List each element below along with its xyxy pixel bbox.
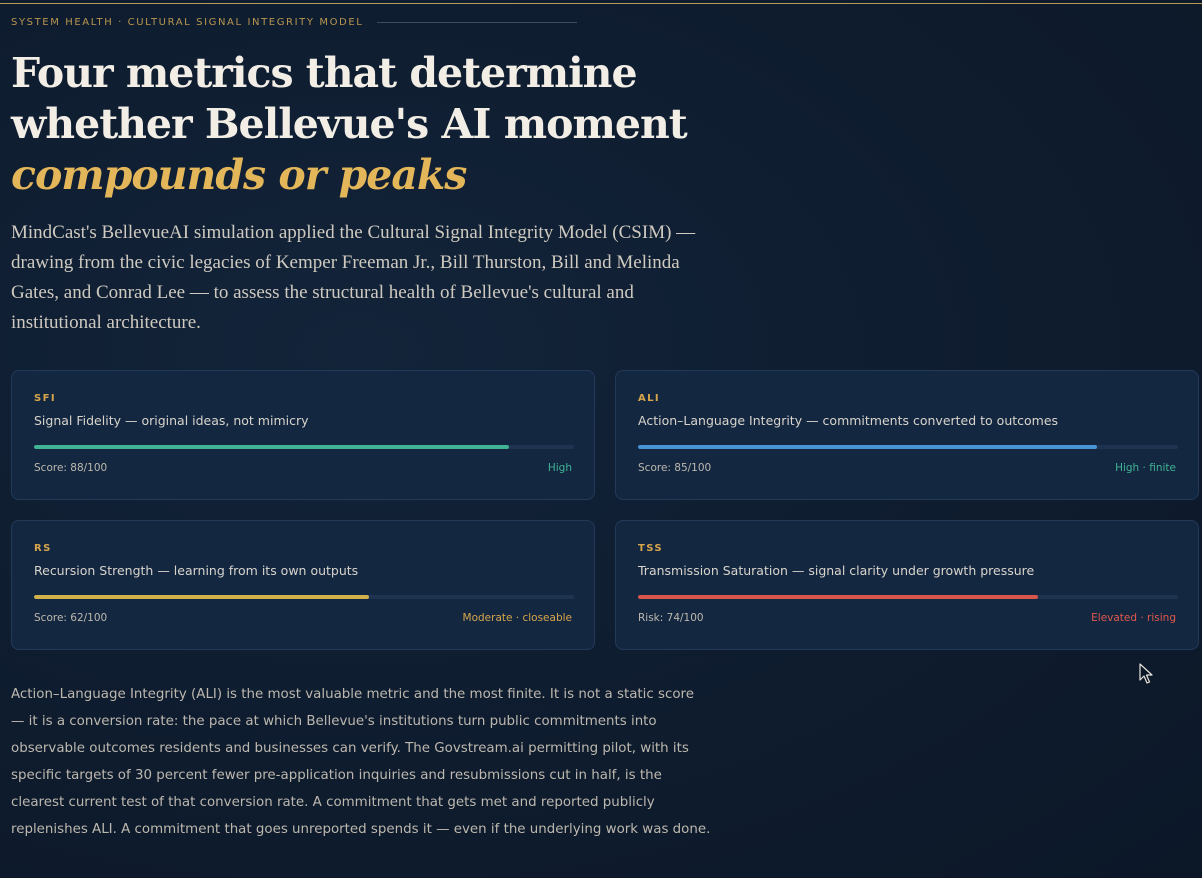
- metric-bar-fill: [34, 445, 509, 449]
- mouse-pointer-icon: [1139, 663, 1153, 685]
- metric-code: SFI: [34, 393, 56, 404]
- metric-score: Risk: 74/100: [638, 612, 704, 624]
- lede-paragraph: MindCast's BellevueAI simulation applied the Cultural Signal Integrity Model (CSIM) — drawing from the civic legacies of Kemper Freeman Jr., Bill Thurston, Bill and Melinda Gates, and Conrad Lee — to assess the structural health of Bellevue's cultural and institutional architecture.: [11, 222, 696, 333]
- metric-card-sfi: [11, 370, 595, 500]
- metric-bar-track: [638, 595, 1178, 599]
- headline-line-2: whether Bellevue's AI moment: [11, 100, 687, 148]
- eyebrow-label: SYSTEM HEALTH · CULTURAL SIGNAL INTEGRITY MODEL: [11, 17, 364, 28]
- metric-description: Transmission Saturation — signal clarity under growth pressure: [638, 563, 1035, 578]
- metric-description: Signal Fidelity — original ideas, not mimicry: [34, 413, 309, 428]
- metric-bar-track: [638, 445, 1178, 449]
- metric-description: Action–Language Integrity — commitments converted to outcomes: [638, 413, 1059, 428]
- metric-card-rs: [11, 520, 595, 650]
- metric-meta: [34, 462, 572, 474]
- metric-code: ALI: [638, 393, 661, 404]
- metric-description: Recursion Strength — learning from its own outputs: [34, 563, 359, 578]
- body-paragraph: Action–Language Integrity (ALI) is the most valuable metric and the most finite. It is not a static score — it is a conversion rate: the pace at which Bellevue's institutions turn public commitments into observable outcomes residents and businesses can verify. The Govstream.ai permitting pilot, with its specific targets of 30 percent fewer pre-application inquiries and resubmissions cut in half, is the clearest current test of that conversion rate. A commitment that gets met and reported publicly replenishes ALI. A commitment that goes unreported spends it — even if the underlying work was done.: [11, 687, 711, 837]
- page-headline: [11, 48, 711, 201]
- metric-bar-fill: [638, 445, 1097, 449]
- metric-meta: [638, 462, 1176, 474]
- metric-code: TSS: [638, 543, 663, 554]
- metric-meta: [34, 612, 572, 624]
- metric-card-ali: [615, 370, 1199, 500]
- metric-bar-track: [34, 445, 574, 449]
- metric-score: Score: 62/100: [34, 612, 108, 624]
- top-rule: [0, 3, 1202, 4]
- metric-score: Score: 85/100: [638, 462, 712, 474]
- metric-bar-track: [34, 595, 574, 599]
- metric-bar-fill: [638, 595, 1038, 599]
- metric-status: High: [547, 462, 572, 474]
- headline-accent: compounds or peaks: [11, 151, 467, 199]
- metric-card-tss: [615, 520, 1199, 650]
- metric-score: Score: 88/100: [34, 462, 108, 474]
- section-eyebrow: [11, 17, 577, 28]
- metric-meta: [638, 612, 1176, 624]
- metric-bar-fill: [34, 595, 369, 599]
- metric-status: Elevated · rising: [1091, 612, 1176, 624]
- headline-line-1: Four metrics that determine: [11, 49, 637, 97]
- eyebrow-divider: [377, 22, 577, 23]
- metric-code: RS: [34, 543, 52, 554]
- metric-status: Moderate · closeable: [462, 612, 572, 624]
- metric-status: High · finite: [1115, 462, 1176, 474]
